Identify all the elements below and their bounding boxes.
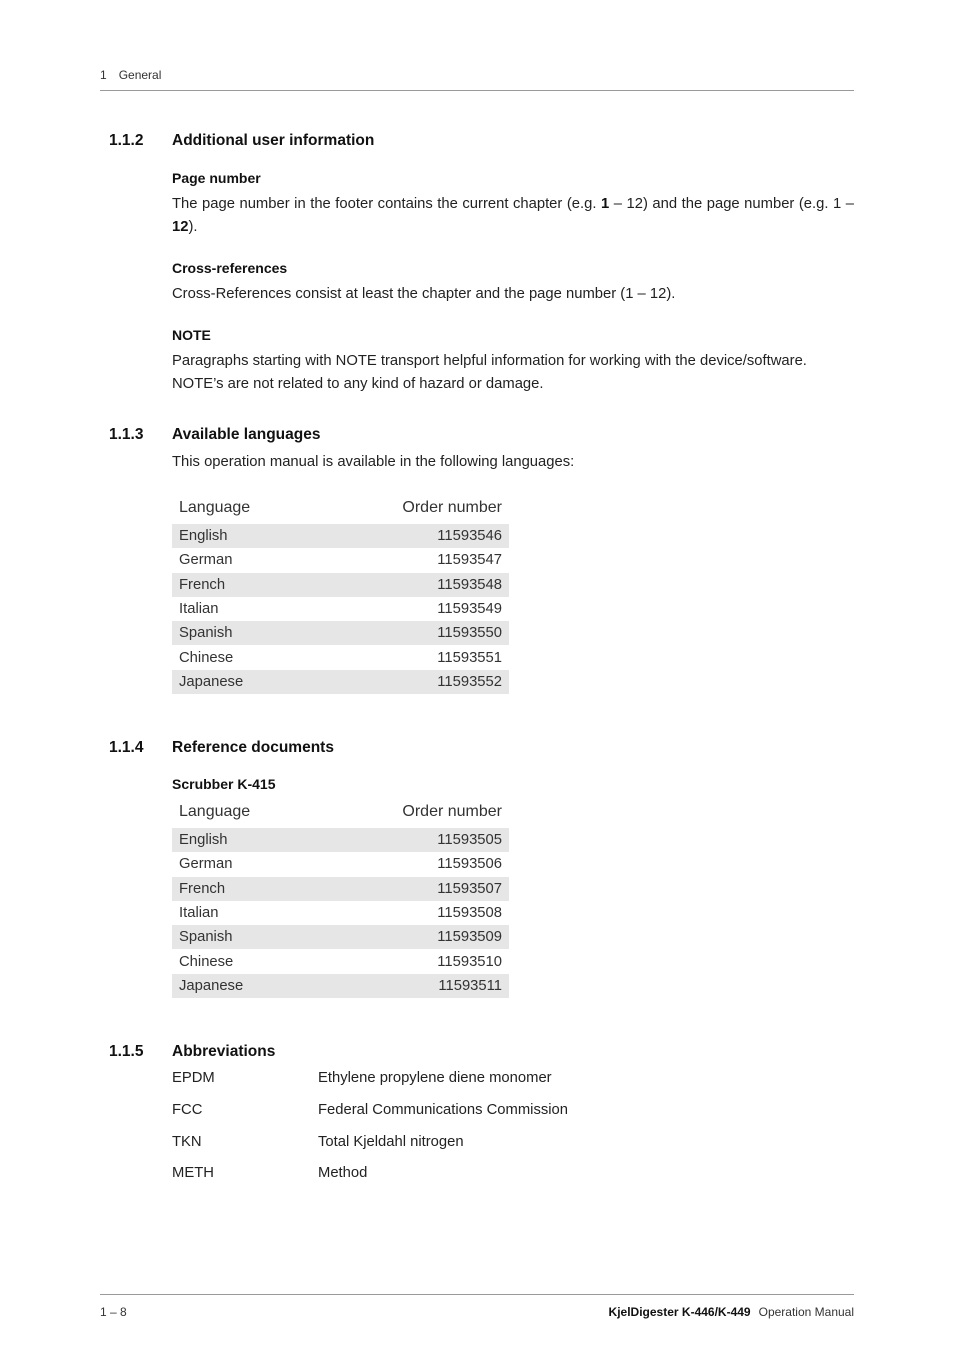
table-row <box>172 524 509 548</box>
paragraph-cross-references: Cross-References consist at least the chapter and the page number (1 – 12). <box>172 286 676 302</box>
text-part: The page number in the footer contains the current chapter (e.g. <box>172 196 601 212</box>
table-row <box>172 852 509 876</box>
header-chapter-title: General <box>118 68 162 82</box>
subheading-cross-references: Cross-references <box>172 260 288 276</box>
bold-page-example: 12 <box>172 219 189 235</box>
cell-language: English <box>179 832 228 849</box>
cell-order-number: 11593548 <box>437 576 502 593</box>
cell-language: Japanese <box>179 977 244 994</box>
cell-language: French <box>179 880 226 897</box>
table-row <box>172 548 509 572</box>
footer-page-number: 1 – 8 <box>100 1305 127 1319</box>
section-title-available-languages: Available languages <box>172 426 321 443</box>
reference-documents-table <box>172 796 509 998</box>
abbreviation-meaning: Federal Communications Commission <box>318 1102 568 1118</box>
column-header-order-number: Order number <box>402 803 502 820</box>
section-number-1-1-4: 1.1.4 <box>109 739 144 756</box>
cell-language: Japanese <box>179 673 244 690</box>
cell-language: Spanish <box>179 625 233 642</box>
abbreviation: TKN <box>172 1134 202 1150</box>
paragraph-note <box>172 350 854 396</box>
table-header <box>172 796 509 828</box>
note-line-2: NOTE’s are not related to any kind of hazard or damage. <box>172 376 544 392</box>
abbreviation-meaning: Total Kjeldahl nitrogen <box>318 1134 464 1150</box>
cell-order-number: 11593550 <box>437 625 502 642</box>
footer-document-title <box>609 1305 854 1319</box>
footer-product-name: KjelDigester K-446/K-449 <box>608 1305 751 1319</box>
text-part: – 12) and the page number (e.g. 1 – <box>609 196 854 212</box>
cell-language: Italian <box>179 601 219 618</box>
paragraph-languages-intro: This operation manual is available in the following languages: <box>172 454 575 470</box>
paragraph-page-number <box>172 193 854 239</box>
cell-order-number: 11593506 <box>437 856 502 873</box>
note-line-1: Paragraphs starting with NOTE transport helpful information for working with the device/software. <box>172 353 807 369</box>
section-number-1-1-5: 1.1.5 <box>109 1043 144 1060</box>
column-header-order-number: Order number <box>402 499 502 516</box>
table-row <box>172 597 509 621</box>
table-row <box>172 645 509 669</box>
abbreviation: METH <box>172 1165 214 1181</box>
cell-language: French <box>179 576 226 593</box>
cell-language: Chinese <box>179 953 234 970</box>
cell-order-number: 11593509 <box>437 929 502 946</box>
cell-order-number: 11593552 <box>437 673 502 690</box>
cell-order-number: 11593547 <box>437 552 502 569</box>
cell-order-number: 11593511 <box>438 977 502 994</box>
table-row <box>172 901 509 925</box>
abbreviation-item <box>172 1102 672 1122</box>
section-title-abbreviations: Abbreviations <box>172 1043 276 1060</box>
cell-language: English <box>179 528 228 545</box>
bold-chapter-example: 1 <box>601 196 610 212</box>
cell-order-number: 11593551 <box>437 649 502 666</box>
cell-language: German <box>179 552 233 569</box>
footer-document-type: Operation Manual <box>758 1305 854 1319</box>
section-title-reference-documents: Reference documents <box>172 739 334 756</box>
table-header <box>172 492 509 524</box>
table-row <box>172 828 509 852</box>
cell-order-number: 11593507 <box>437 880 502 897</box>
table-row <box>172 573 509 597</box>
table-row <box>172 925 509 949</box>
subheading-scrubber: Scrubber K-415 <box>172 776 276 792</box>
cell-order-number: 11593508 <box>437 905 502 922</box>
cell-language: Spanish <box>179 929 233 946</box>
section-title-additional-user-information: Additional user information <box>172 132 375 149</box>
abbreviation-item <box>172 1070 672 1090</box>
cell-order-number: 11593510 <box>437 953 502 970</box>
footer-divider <box>100 1294 854 1295</box>
subheading-note: NOTE <box>172 327 211 343</box>
table-row <box>172 949 509 973</box>
abbreviation-item <box>172 1134 672 1154</box>
cell-order-number: 11593505 <box>437 832 502 849</box>
cell-order-number: 11593546 <box>437 528 502 545</box>
table-row <box>172 621 509 645</box>
header-chapter-number: 1 <box>100 68 107 82</box>
section-number-1-1-3: 1.1.3 <box>109 426 144 443</box>
abbreviation-item <box>172 1165 672 1185</box>
table-row <box>172 974 509 998</box>
cell-order-number: 11593549 <box>437 601 502 618</box>
abbreviation: FCC <box>172 1102 203 1118</box>
table-row <box>172 877 509 901</box>
table-row <box>172 670 509 694</box>
section-number-1-1-2: 1.1.2 <box>109 132 144 149</box>
abbreviation: EPDM <box>172 1070 215 1086</box>
cell-language: Italian <box>179 905 219 922</box>
text-part: ). <box>188 219 198 235</box>
subheading-page-number: Page number <box>172 170 261 186</box>
abbreviation-meaning: Ethylene propylene diene monomer <box>318 1070 552 1086</box>
cell-language: Chinese <box>179 649 234 666</box>
column-header-language: Language <box>179 803 251 820</box>
languages-table <box>172 492 509 694</box>
cell-language: German <box>179 856 233 873</box>
abbreviation-meaning: Method <box>318 1165 368 1181</box>
page-header <box>100 68 854 91</box>
column-header-language: Language <box>179 499 251 516</box>
